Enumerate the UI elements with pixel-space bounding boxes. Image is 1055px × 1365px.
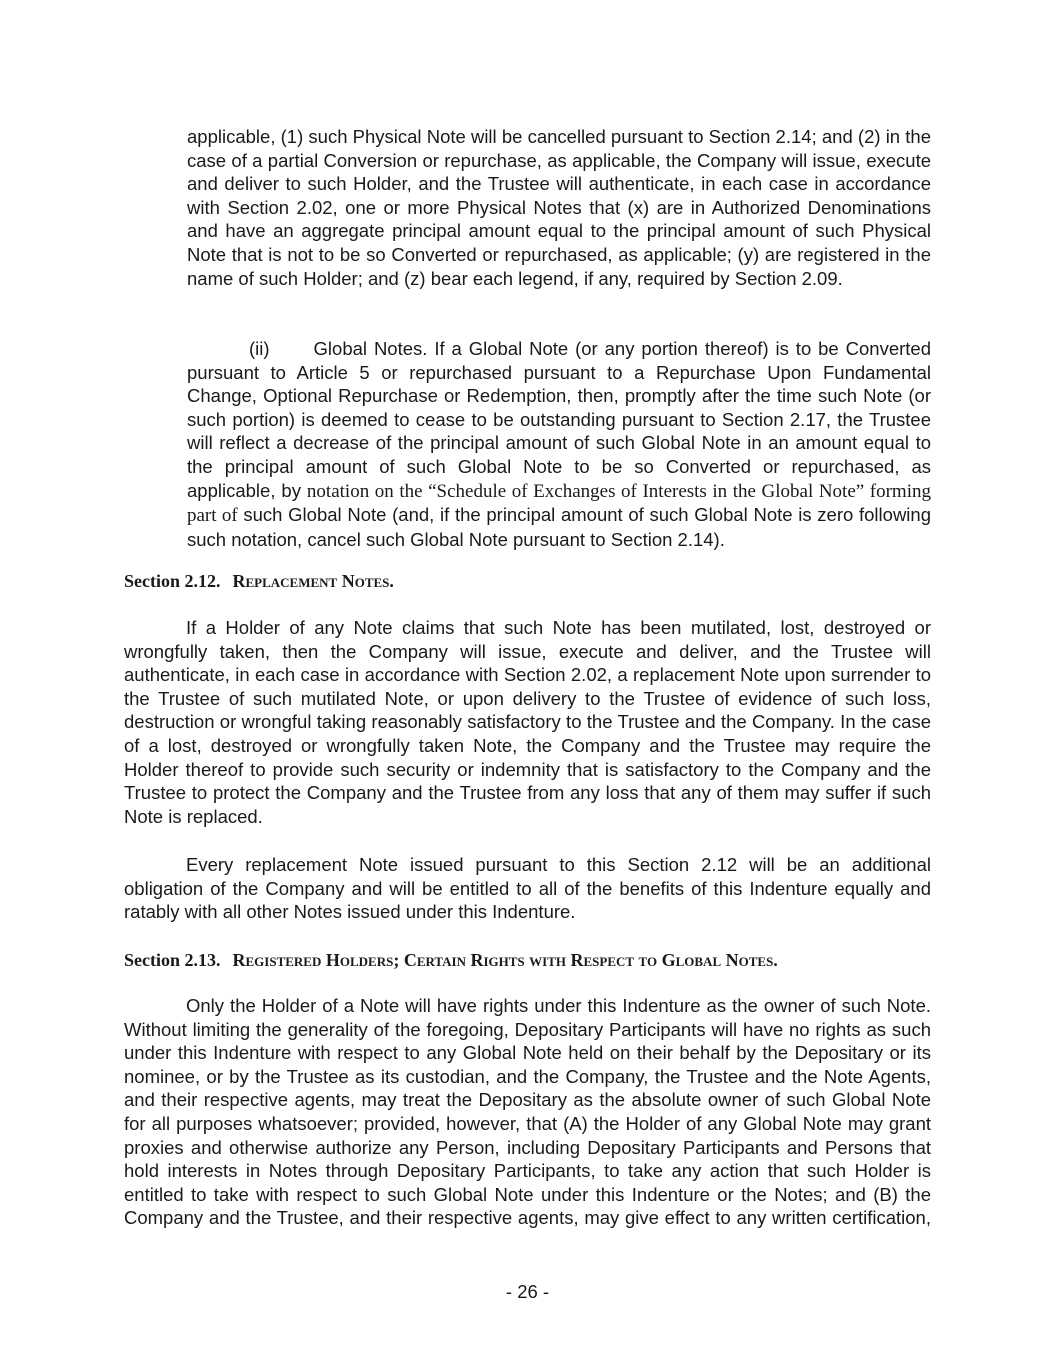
paragraph-text-part-b: notation on the “Schedule of Exchanges of Interests in the Global Note” forming part of bbox=[187, 480, 931, 527]
paragraph-text-part-a: Global Notes. If a Global Note (or any portion thereof) is to be Converted pursuant to Article 5 or repurchased pursuant to a Repurchase Upon Fundamental Change, Optional Repurchase or Redemption, then, promptly after the time such Note (or such portion) is deemed to cease to be outstanding pursuant to Section 2.17, the Trustee will reflect a decrease of the principal amount of such Global Note in an amount equal to the principal amount of such Global Note to be so Converted or repurchased, as applicable, by bbox=[187, 338, 931, 501]
section-title: Replacement Notes. bbox=[232, 571, 394, 591]
paragraph-text: Every replacement Note issued pursuant to this Section 2.12 will be an additional obligation of the Company and will be entitled to all of the benefits of this Indenture equally and ratably with all other Notes issued under this Indenture. bbox=[124, 854, 931, 923]
section-heading-2-13 bbox=[124, 950, 778, 971]
paragraph-text-part-c: such Global Note (and, if the principal amount of such Global Note is zero following such notation, cancel such Global Note pursuant to Section 2.14). bbox=[187, 504, 931, 550]
section-number: Section 2.13. bbox=[124, 950, 221, 970]
section-heading-2-12 bbox=[124, 571, 394, 592]
paragraph-global-notes bbox=[187, 337, 931, 551]
paragraph-physical-note-continuation bbox=[187, 125, 931, 290]
section-number: Section 2.12. bbox=[124, 571, 221, 591]
subsection-marker: (ii) bbox=[249, 338, 270, 359]
paragraph-registered-holders bbox=[124, 994, 931, 1230]
paragraph-replacement-obligation bbox=[124, 853, 931, 924]
paragraph-text: applicable, (1) such Physical Note will be cancelled pursuant to Section 2.14; and (2) in the case of a partial Conversion or repurchase, as applicable, the Company will issue, execute and deliver to such Holder, and the Trustee will authenticate, in each case in accordance with Section 2.02, one or more Physical Notes that (x) are in Authorized Denominations and have an aggregate principal amount equal to the principal amount of such Physical Note that is not to be so Converted or repurchased, as applicable; (y) are registered in the name of such Holder; and (z) bear each legend, if any, required by Section 2.09. bbox=[187, 126, 931, 289]
paragraph-text: If a Holder of any Note claims that such Note has been mutilated, lost, destroyed or wrongfully taken, then the Company will issue, execute and deliver, and the Trustee will authenticate, in each case in accordance with Section 2.02, a replacement Note upon surrender to the Trustee of such mutilated Note, or upon delivery to the Trustee of evidence of such loss, destruction or wrongful taking reasonably satisfactory to the Trustee and the Company. In the case of a lost, destroyed or wrongfully taken Note, the Company and the Trustee may require the Holder thereof to provide such security or indemnity that is satisfactory to the Company and the Trustee to protect the Company and the Trustee from any loss that any of them may suffer if such Note is replaced. bbox=[124, 617, 931, 827]
paragraph-replacement-notes bbox=[124, 616, 931, 828]
page-number: - 26 - bbox=[505, 1281, 550, 1302]
section-title: Registered Holders; Certain Rights with Respect to Global Notes. bbox=[232, 950, 778, 970]
paragraph-text: Only the Holder of a Note will have rights under this Indenture as the owner of such Note. Without limiting the generality of the foregoing, Depositary Participants will have no rights as such under this Indenture with respect to any Global Note held on their behalf by the Depositary or its nominee, or by the Trustee as its custodian, and the Company, the Trustee and the Note Agents, and their respective agents, may treat the Depositary as the absolute owner of such Global Note for all purposes whatsoever; provided, however, that (A) the Holder of any Global Note may grant proxies and otherwise authorize any Person, including Depositary Participants and Persons that hold interests in Notes through Depositary Participants, to take any action that such Holder is entitled to take with respect to such Global Note under this Indenture or the Notes; and (B) the Company and the Trustee, and their respective agents, may give effect to any written certification, bbox=[124, 995, 931, 1229]
